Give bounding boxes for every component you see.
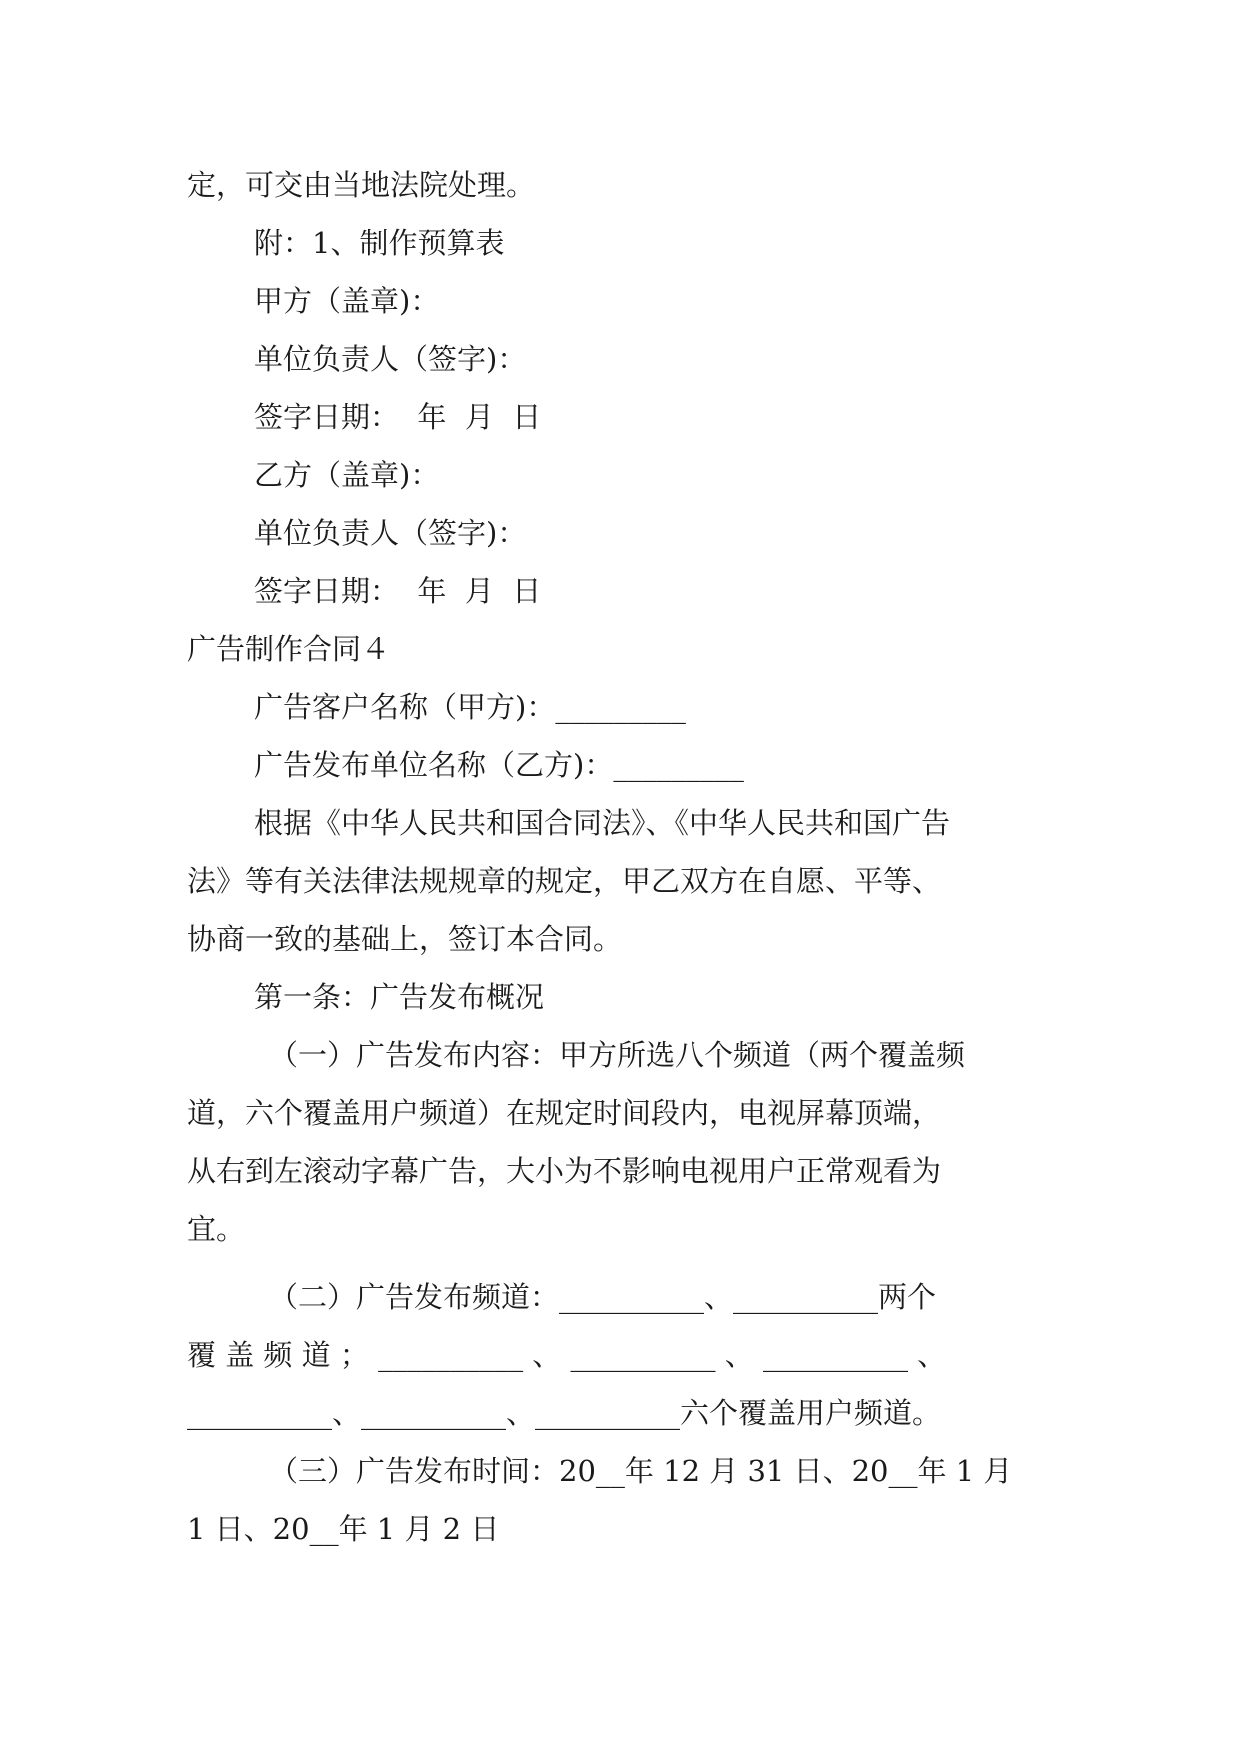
- paragraph-line: 覆 盖 频 道 ； __________ 、 __________ 、 __________ 、: [187, 1338, 947, 1372]
- paragraph-line: （三）广告发布时间：20__年 12 月 31 日、20__年 1 月: [269, 1454, 1013, 1488]
- party-b-date-line: 签字日期： 年 月 日: [254, 574, 542, 608]
- text-line: 定，可交由当地法院处理。: [187, 168, 536, 202]
- attachment-line: 附：1、制作预算表: [254, 226, 505, 260]
- party-a-signatory-line: 单位负责人（签字)：: [254, 342, 527, 376]
- paragraph-line: 协商一致的基础上，签订本合同。: [187, 922, 623, 956]
- paragraph-line: 从右到左滚动字幕广告，大小为不影响电视用户正常观看为: [187, 1154, 942, 1188]
- document-page: [187, 156, 1055, 1558]
- paragraph-line: 宜。: [187, 1212, 246, 1246]
- paragraph-line: 1 日、20__年 1 月 2 日: [187, 1512, 500, 1546]
- party-a-seal-line: 甲方（盖章)：: [254, 284, 440, 318]
- paragraph-line: 根据《中华人民共和国合同法》、《中华人民共和国广告: [254, 806, 951, 840]
- party-a-date-line: 签字日期： 年 月 日: [254, 400, 542, 434]
- publisher-name-line: 广告发布单位名称（乙方)：_________: [254, 748, 744, 782]
- paragraph-line: （二）广告发布频道：__________、__________两个: [269, 1280, 937, 1314]
- paragraph-line: 道，六个覆盖用户频道）在规定时间段内，电视屏幕顶端，: [187, 1096, 942, 1130]
- article-heading: 第一条：广告发布概况: [254, 980, 545, 1014]
- party-b-signatory-line: 单位负责人（签字)：: [254, 516, 527, 550]
- contract-heading: 广告制作合同４: [187, 632, 391, 666]
- paragraph-line: __________、__________、__________六个覆盖用户频道。: [187, 1396, 942, 1430]
- paragraph-line: （一）广告发布内容：甲方所选八个频道（两个覆盖频: [269, 1038, 966, 1072]
- party-b-seal-line: 乙方（盖章)：: [254, 458, 440, 492]
- client-name-line: 广告客户名称（甲方)：_________: [254, 690, 686, 724]
- paragraph-line: 法》等有关法律法规规章的规定，甲乙双方在自愿、平等、: [187, 864, 942, 898]
